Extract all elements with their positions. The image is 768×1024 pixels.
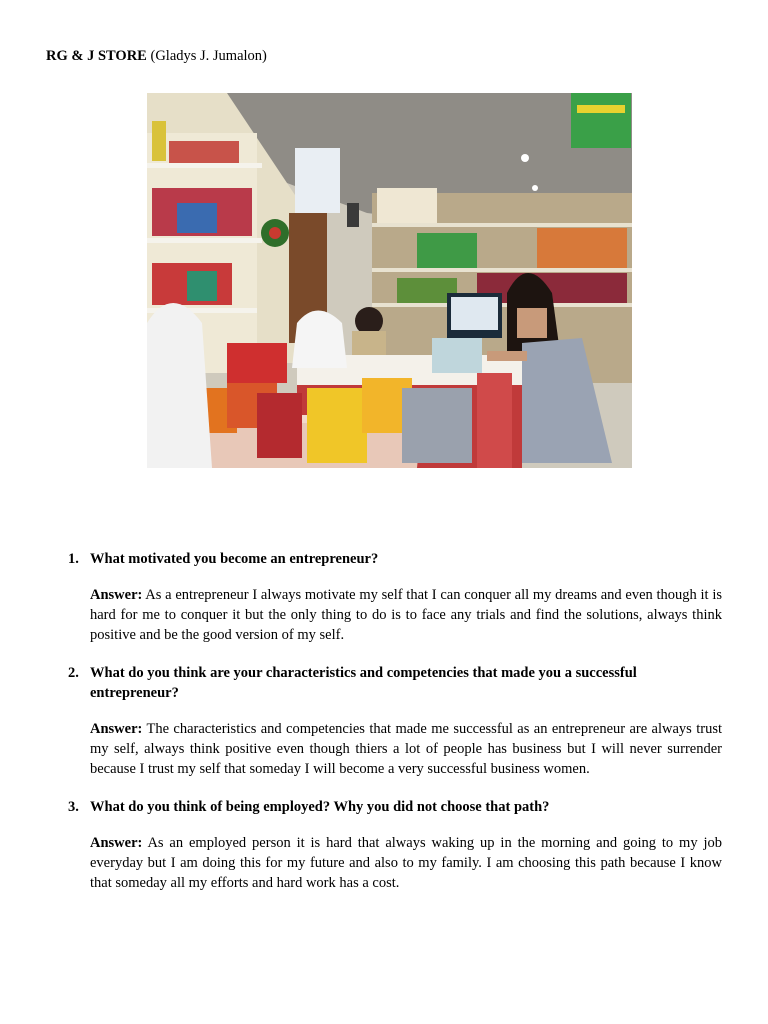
qa-item-3 bbox=[68, 797, 722, 893]
question-text: What do you think are your characteristics and competencies that made you a successful entrepreneur? bbox=[90, 665, 637, 701]
answer-3 bbox=[90, 833, 722, 893]
qa-list bbox=[68, 549, 722, 911]
answer-text: The characteristics and competencies that made me successful as an entrepreneur are always trust my self, always think positive even though thiers a lot of people has business but I will never surrender because I trust my self that someday I will become a very successful business women. bbox=[90, 721, 722, 777]
question-2 bbox=[68, 663, 722, 703]
owner-name: (Gladys J. Jumalon) bbox=[150, 48, 267, 64]
answer-1 bbox=[90, 585, 722, 645]
question-text: What motivated you become an entrepreneur? bbox=[90, 551, 379, 567]
qa-item-1 bbox=[68, 549, 722, 645]
answer-label: Answer: bbox=[90, 721, 143, 737]
answer-label: Answer: bbox=[90, 587, 143, 603]
store-photo bbox=[147, 93, 632, 468]
answer-label: Answer: bbox=[90, 835, 143, 851]
answer-text: As a entrepreneur I always motivate my self that I can conquer all my dreams and even though it is hard for me to conquer it but the only thing to do is to face any trials and find the solutions, always think positive and be the good version of my self. bbox=[90, 587, 722, 643]
store-name: RG & J STORE bbox=[46, 48, 147, 64]
answer-2 bbox=[90, 719, 722, 779]
question-text: What do you think of being employed? Why you did not choose that path? bbox=[90, 799, 550, 815]
question-number: 2. bbox=[68, 665, 79, 681]
qa-item-2 bbox=[68, 663, 722, 779]
question-number: 3. bbox=[68, 799, 79, 815]
question-1 bbox=[68, 549, 722, 569]
page-title bbox=[46, 47, 267, 65]
answer-text: As an employed person it is hard that always waking up in the morning and going to my job everyday but I am doing this for my future and also to my family. I am choosing this path because I know that someday all my efforts and hard work has a cost. bbox=[90, 835, 722, 891]
question-number: 1. bbox=[68, 551, 79, 567]
question-3 bbox=[68, 797, 722, 817]
